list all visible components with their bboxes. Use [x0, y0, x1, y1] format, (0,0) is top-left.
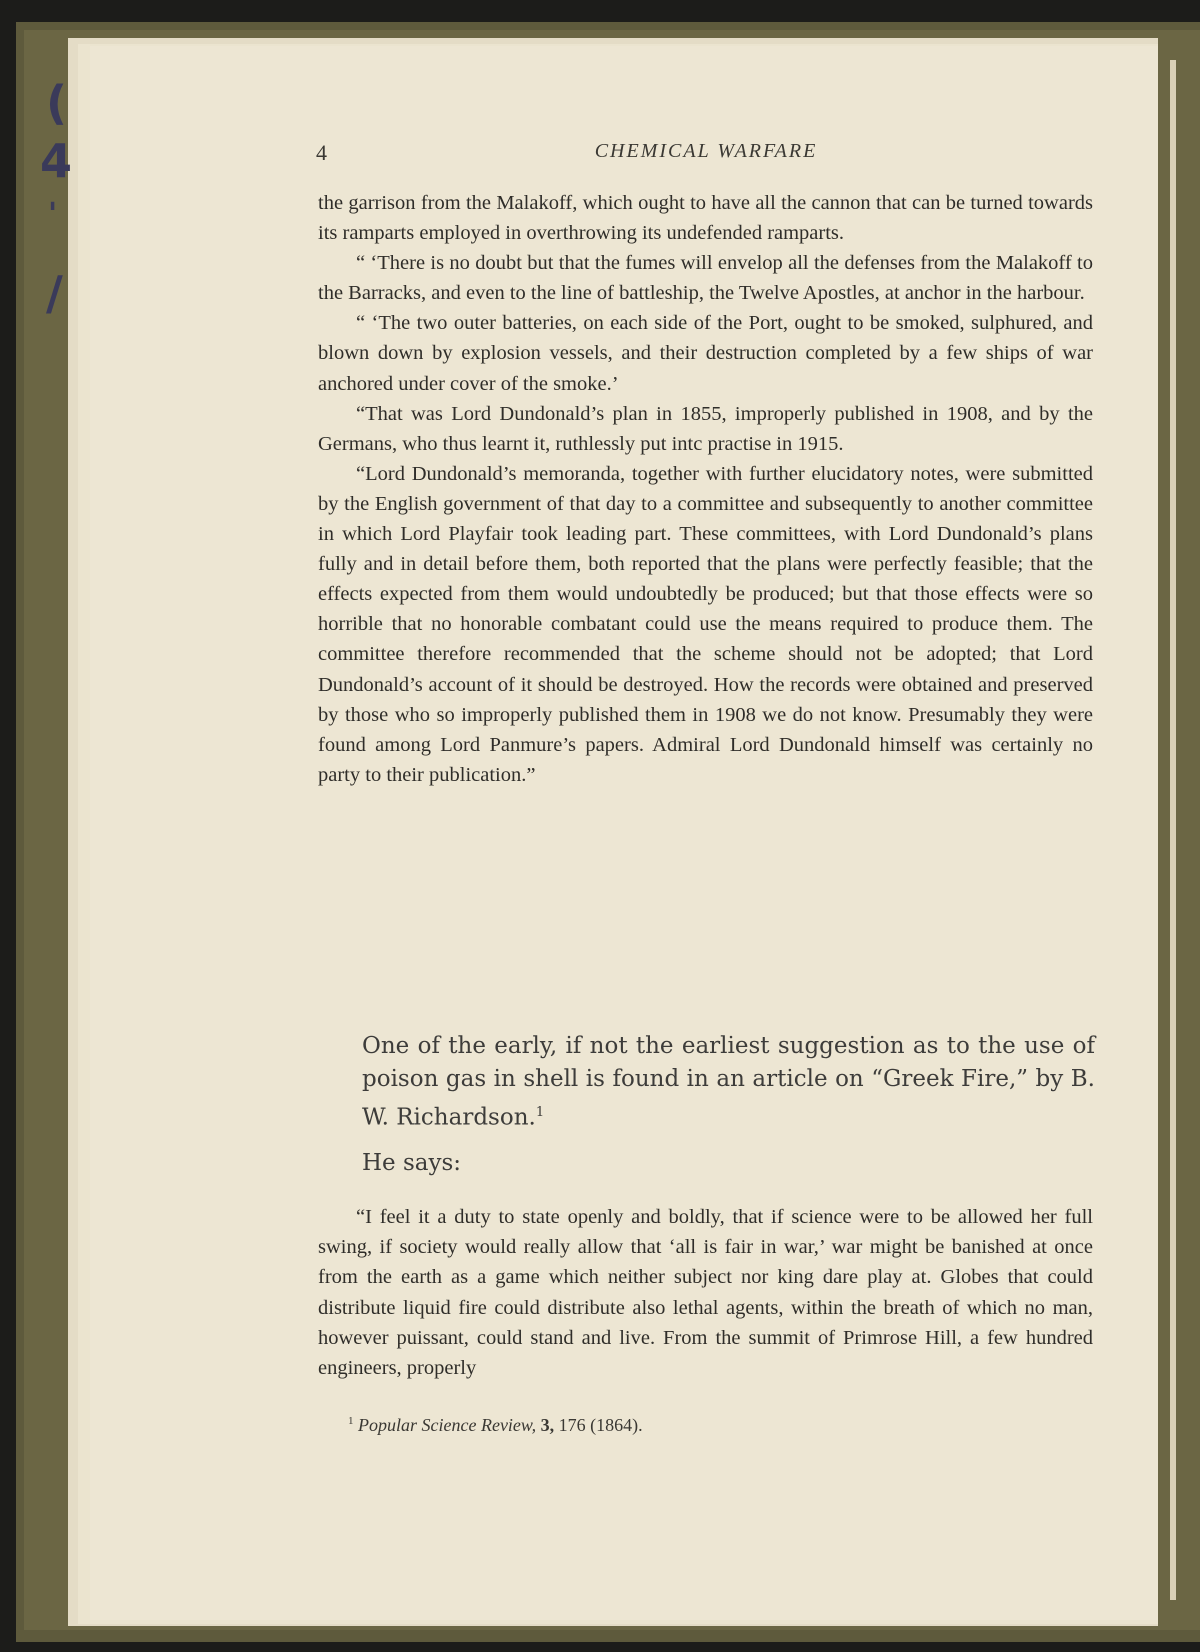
margin-mark-2: 4: [40, 134, 73, 188]
body-paragraph-1: the garrison from the Malakoff, which ought to have all the cannon that can be turned towards its ramparts employed in overthrowing its undefended ramparts.: [318, 192, 1093, 245]
body-paragraph-2: “ ‘There is no doubt but that the fumes will envelop all the defenses from the Malakoff to the Barracks, and even to the line of battleship, the Twelve Apostles, at anchor in the harbour.: [318, 252, 1093, 305]
right-page-strip: [1170, 60, 1176, 1600]
footnote-volume: 3,: [540, 1415, 555, 1435]
footnote-pages: 176 (1864).: [558, 1415, 643, 1435]
body-text: [318, 188, 1093, 790]
typed-paragraph: One of the early, if not the earliest suggestion as to the use of poison gas in shell is found in an article on “Greek Fire,” by B. W. Richardson.: [362, 1033, 1095, 1131]
margin-mark-1: (: [46, 76, 68, 130]
margin-mark-4: /: [46, 266, 63, 320]
body-paragraph-5: “Lord Dundonald’s memoranda, together with further elucidatory notes, were submitted by the English government of that day to a committee and subsequently to another committee in which Lord Playfair took leading part. These committees, with Lord Dundonald’s plans fully and in detail before them, both reported that the plans were perfectly feasible; that the effects expected from them would undoubtedly be produced; but that those effects were so horrible that no honorable combatant could use the means required to produce them. The committee therefore recommended that the scheme should not be adopted; that Lord Dundonald’s account of it should be destroyed. How the records were obtained and preserved by those who so improperly published them in 1908 we do not know. Presumably they were found among Lord Panmure’s papers. Admiral Lord Dundonald himself was certainly no party to their publication.”: [318, 462, 1093, 786]
page-header: [316, 140, 1092, 172]
body-paragraph-3: “ ‘The two outer batteries, on each side of the Port, ought to be smoked, sulphured, and blown down by explosion vessels, and their destruction completed by a few ships of war anchored under cover of the smoke.’: [318, 312, 1093, 395]
margin-mark-3: ': [48, 197, 58, 232]
quote-paragraph: “I feel it a duty to state openly and boldly, that if science were to be allowed her full swing, if society would really allow that ‘all is fair in war,’ war might be banished at once from the earth as a game which neither subject nor king dare play at. Globes that could distribute liquid fire could distribute also lethal agents, within the breath of which no man, however puissant, could stand and live. From the summit of Primrose Hill, a few hundred engineers, properly: [318, 1206, 1093, 1380]
page-number: 4: [316, 140, 327, 165]
body-paragraph-4: “That was Lord Dundonald’s plan in 1855, improperly published in 1908, and by the Germans, who thus learnt it, ruthlessly put intc practise in 1915.: [318, 402, 1093, 455]
footnote-reference: 1: [535, 1105, 545, 1120]
running-title: CHEMICAL WARFARE: [594, 140, 818, 162]
quote-block: [318, 1202, 1093, 1383]
footnote-marker: 1: [348, 1415, 354, 1427]
typed-paragraph-block: [362, 1030, 1095, 1135]
right-cover-edge: [1158, 30, 1200, 1630]
footnote-journal: Popular Science Review,: [358, 1415, 537, 1435]
footnote: [348, 1415, 1068, 1436]
he-says-line: He says:: [362, 1150, 462, 1176]
